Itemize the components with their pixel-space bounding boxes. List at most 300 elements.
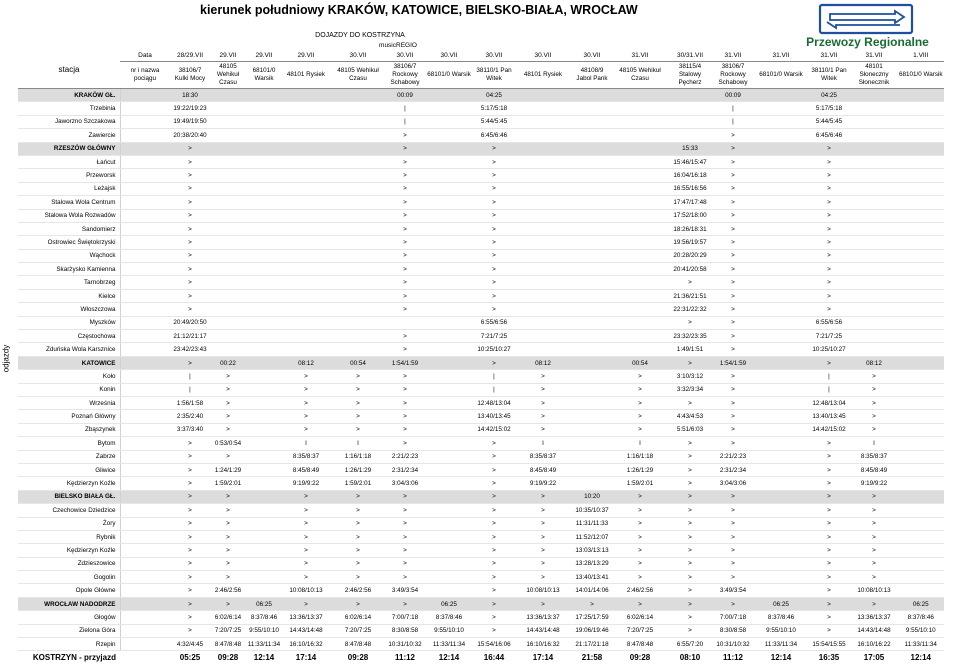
time-cell: 1:59/2:01 (612, 477, 668, 490)
time-cell (424, 517, 474, 530)
time-cell: > (808, 196, 850, 209)
time-cell: > (668, 571, 712, 584)
time-cell: I (612, 437, 668, 450)
time-cell: > (330, 383, 386, 396)
time-cell (898, 437, 944, 450)
train-label: nr i nazwa pociągu (120, 62, 170, 89)
time-cell (246, 196, 282, 209)
time-cell (572, 169, 612, 182)
data-gap (120, 89, 170, 102)
header-spacer (612, 41, 668, 50)
time-cell: 8:35/8:37 (850, 450, 898, 463)
time-cell: 13:36/13:37 (282, 611, 330, 624)
time-cell: > (612, 571, 668, 584)
time-cell: > (514, 557, 572, 570)
time-cell (754, 169, 808, 182)
time-cell: > (282, 504, 330, 517)
time-cell: > (474, 356, 514, 369)
time-cell (754, 437, 808, 450)
time-cell: 8:35/8:37 (514, 450, 572, 463)
time-cell: 6:55/6:56 (808, 316, 850, 329)
time-cell (898, 289, 944, 302)
data-gap (120, 611, 170, 624)
time-cell: 00:54 (612, 356, 668, 369)
time-cell: > (170, 544, 210, 557)
time-cell: 0:53/0:54 (210, 437, 246, 450)
time-cell (246, 530, 282, 543)
time-cell (424, 383, 474, 396)
time-cell: > (170, 289, 210, 302)
time-cell: > (668, 450, 712, 463)
time-cell: > (612, 504, 668, 517)
time-cell (246, 557, 282, 570)
time-cell (754, 370, 808, 383)
station-name: Tarnobrzeg (18, 276, 120, 289)
time-cell: > (668, 517, 712, 530)
time-cell: 6:02/6:14 (612, 611, 668, 624)
time-cell: > (330, 597, 386, 610)
arrival-time: 12:14 (754, 651, 808, 664)
time-cell: > (850, 517, 898, 530)
header-spacer (170, 30, 210, 41)
time-cell: 10:31/10:32 (712, 638, 754, 651)
time-cell (898, 490, 944, 503)
time-cell: > (386, 129, 424, 142)
time-cell (898, 142, 944, 155)
time-cell (754, 356, 808, 369)
time-cell (246, 437, 282, 450)
time-cell (514, 303, 572, 316)
arrival-row (18, 651, 944, 664)
station-name: Bytom (18, 437, 120, 450)
time-cell: > (712, 303, 754, 316)
time-cell (668, 102, 712, 115)
time-cell (898, 303, 944, 316)
time-cell: > (514, 597, 572, 610)
time-cell (754, 129, 808, 142)
time-cell: 20:38/20:40 (170, 129, 210, 142)
header-spacer (754, 30, 808, 41)
time-cell (754, 544, 808, 557)
time-cell (572, 370, 612, 383)
time-cell: > (210, 571, 246, 584)
time-cell: > (210, 530, 246, 543)
time-cell (424, 316, 474, 329)
time-cell (330, 196, 386, 209)
data-gap (120, 651, 170, 664)
time-cell: > (386, 343, 424, 356)
time-cell: > (386, 423, 424, 436)
time-cell: 20:28/20:29 (668, 249, 712, 262)
time-cell: 8:47/8:48 (330, 638, 386, 651)
station-name: Zawiercie (18, 129, 120, 142)
time-cell: > (712, 289, 754, 302)
time-cell: > (668, 504, 712, 517)
date-cell: 31.VII (754, 50, 808, 62)
time-cell: 14:43/14:48 (514, 624, 572, 637)
time-cell: > (668, 611, 712, 624)
time-cell: > (712, 209, 754, 222)
time-cell: > (514, 544, 572, 557)
time-cell: 5:44/5:45 (808, 115, 850, 128)
time-cell: 18:30 (170, 89, 210, 102)
time-cell (424, 115, 474, 128)
time-cell: 19:56/19:57 (668, 236, 712, 249)
station-name: Leżajsk (18, 182, 120, 195)
table-row (18, 530, 944, 543)
time-cell: > (282, 530, 330, 543)
station-name: Stalowa Wola Centrum (18, 196, 120, 209)
time-cell (246, 410, 282, 423)
time-cell (330, 263, 386, 276)
table-row (18, 571, 944, 584)
time-cell: > (850, 396, 898, 409)
time-cell (572, 477, 612, 490)
time-cell (572, 196, 612, 209)
time-cell (210, 263, 246, 276)
time-cell (246, 169, 282, 182)
time-cell (282, 303, 330, 316)
time-cell: 10:25/10:27 (808, 343, 850, 356)
time-cell: > (808, 477, 850, 490)
data-gap (120, 463, 170, 476)
data-gap (120, 410, 170, 423)
header-spacer (18, 41, 120, 50)
time-cell (612, 330, 668, 343)
table-row (18, 182, 944, 195)
time-cell: > (808, 169, 850, 182)
time-cell: 13:40/13:41 (572, 571, 612, 584)
time-cell: > (808, 142, 850, 155)
time-cell (754, 557, 808, 570)
time-cell (572, 383, 612, 396)
time-cell (754, 410, 808, 423)
time-cell: 10:35/10:37 (572, 504, 612, 517)
time-cell (898, 584, 944, 597)
time-cell: 6:55/7:20 (668, 638, 712, 651)
time-cell: > (474, 209, 514, 222)
station-name: Zabrze (18, 450, 120, 463)
time-cell (754, 276, 808, 289)
time-cell (210, 303, 246, 316)
arrival-time: 16:44 (474, 651, 514, 664)
time-cell: > (210, 490, 246, 503)
header-spacer (18, 30, 120, 41)
time-cell: 12:48/13:04 (808, 396, 850, 409)
time-cell (282, 196, 330, 209)
time-cell: > (330, 544, 386, 557)
time-cell: 11:33/11:34 (424, 638, 474, 651)
time-cell: > (282, 517, 330, 530)
time-cell (514, 343, 572, 356)
time-cell: | (170, 370, 210, 383)
time-cell (282, 89, 330, 102)
time-cell: > (514, 423, 572, 436)
time-cell: > (808, 624, 850, 637)
time-cell (386, 316, 424, 329)
time-cell: 1:54/1:59 (712, 356, 754, 369)
time-cell: 13:40/13:45 (808, 410, 850, 423)
time-cell (514, 249, 572, 262)
time-cell (330, 89, 386, 102)
table-row (18, 557, 944, 570)
time-cell: > (712, 396, 754, 409)
time-cell: 15:46/15:47 (668, 155, 712, 168)
station-name: Stalowa Wola Rozwadów (18, 209, 120, 222)
train-name: 38110/1 Pan Witek (808, 62, 850, 89)
time-cell (898, 530, 944, 543)
data-gap (120, 356, 170, 369)
time-cell (612, 169, 668, 182)
table-row (18, 477, 944, 490)
time-cell (898, 115, 944, 128)
time-cell (898, 330, 944, 343)
time-cell: > (170, 222, 210, 235)
time-cell (572, 396, 612, 409)
time-cell: > (386, 530, 424, 543)
data-gap (120, 182, 170, 195)
time-cell (754, 571, 808, 584)
station-name: Czechowice Dziedzice (18, 504, 120, 517)
header-spacer (210, 41, 246, 50)
data-gap (120, 303, 170, 316)
time-cell (514, 115, 572, 128)
time-cell (850, 330, 898, 343)
time-cell (246, 450, 282, 463)
time-cell: 14:43/14:48 (282, 624, 330, 637)
time-cell (330, 155, 386, 168)
data-gap (120, 129, 170, 142)
time-cell (850, 303, 898, 316)
time-cell (330, 209, 386, 222)
time-cell: > (330, 517, 386, 530)
time-cell (514, 196, 572, 209)
time-cell: 8:47/8:48 (210, 638, 246, 651)
table-row (18, 343, 944, 356)
train-name: 48105 Wehikuł Czasu (210, 62, 246, 89)
time-cell (330, 222, 386, 235)
time-cell: > (210, 370, 246, 383)
time-cell (754, 289, 808, 302)
header-group-row (18, 30, 944, 41)
time-cell (246, 571, 282, 584)
date-cell: 29.VII (210, 50, 246, 62)
time-cell: > (850, 490, 898, 503)
time-cell: > (712, 276, 754, 289)
header-spacer (808, 41, 850, 50)
time-cell (898, 504, 944, 517)
time-cell: > (170, 209, 210, 222)
time-cell: 1:16/1:18 (612, 450, 668, 463)
data-gap (120, 316, 170, 329)
time-cell (210, 343, 246, 356)
time-cell (754, 450, 808, 463)
time-cell (424, 463, 474, 476)
time-cell: 3:37/3:40 (170, 423, 210, 436)
time-cell (282, 276, 330, 289)
time-cell: > (668, 396, 712, 409)
time-cell: > (282, 423, 330, 436)
station-name: Gogolin (18, 571, 120, 584)
time-cell (612, 249, 668, 262)
train-name: 48105 Wehikuł Czasu (612, 62, 668, 89)
station-name: Częstochowa (18, 330, 120, 343)
time-cell: > (386, 263, 424, 276)
time-cell: > (170, 356, 210, 369)
train-name: 38106/7 Rockowy Schabowy (712, 62, 754, 89)
date-cell: 29.VII (282, 50, 330, 62)
time-cell: 1:56/1:58 (170, 396, 210, 409)
data-gap (120, 571, 170, 584)
time-cell (424, 423, 474, 436)
station-name: Żory (18, 517, 120, 530)
station-name: Zduńska Wola Karsznice (18, 343, 120, 356)
table-row (18, 463, 944, 476)
time-cell (210, 115, 246, 128)
time-cell: > (386, 330, 424, 343)
time-cell: 8:45/8:49 (514, 463, 572, 476)
time-cell (282, 209, 330, 222)
time-cell: > (386, 517, 424, 530)
time-cell (754, 396, 808, 409)
time-cell: 14:43/14:48 (850, 624, 898, 637)
time-cell: 10:25/10:27 (474, 343, 514, 356)
date-cell: 28/29.VII (170, 50, 210, 62)
arrival-time: 08:10 (668, 651, 712, 664)
time-cell: > (808, 557, 850, 570)
time-cell: 8:30/8:58 (386, 624, 424, 637)
time-cell: 8:45/8:49 (282, 463, 330, 476)
table-row (18, 517, 944, 530)
time-cell: > (210, 504, 246, 517)
date-cell: 1.VIII (898, 50, 944, 62)
time-cell: > (474, 303, 514, 316)
time-cell (898, 463, 944, 476)
time-cell (572, 437, 612, 450)
time-cell: 1:54/1:59 (386, 356, 424, 369)
time-cell (898, 383, 944, 396)
time-cell: > (210, 517, 246, 530)
time-cell (514, 263, 572, 276)
time-cell: > (386, 209, 424, 222)
time-cell (850, 196, 898, 209)
time-cell: > (712, 155, 754, 168)
time-cell: 1:49/1:51 (668, 343, 712, 356)
time-cell (282, 289, 330, 302)
time-cell (246, 370, 282, 383)
table-row (18, 196, 944, 209)
time-cell: 10:31/10:32 (386, 638, 424, 651)
time-cell (898, 477, 944, 490)
time-cell (514, 276, 572, 289)
time-cell: > (712, 517, 754, 530)
time-cell: 04:25 (474, 89, 514, 102)
time-cell: > (474, 450, 514, 463)
time-cell: 9:19/9:22 (514, 477, 572, 490)
time-cell (898, 370, 944, 383)
time-cell: > (210, 557, 246, 570)
time-cell: 3:49/3:54 (386, 584, 424, 597)
time-cell (572, 303, 612, 316)
time-cell (282, 249, 330, 262)
time-cell (246, 517, 282, 530)
time-cell: > (712, 129, 754, 142)
time-cell: 1:24/1:29 (210, 463, 246, 476)
time-cell (330, 102, 386, 115)
time-cell (612, 316, 668, 329)
time-cell (246, 276, 282, 289)
time-cell: 7:21/7:25 (808, 330, 850, 343)
time-cell (330, 182, 386, 195)
time-cell: 10:20 (572, 490, 612, 503)
time-cell (850, 222, 898, 235)
time-cell (850, 236, 898, 249)
time-cell: 1:59/2:01 (330, 477, 386, 490)
time-cell: > (386, 383, 424, 396)
time-cell: | (712, 115, 754, 128)
time-cell (898, 450, 944, 463)
table-row (18, 263, 944, 276)
data-gap (120, 490, 170, 503)
time-cell: > (712, 370, 754, 383)
station-name: Zielona Góra (18, 624, 120, 637)
time-cell (754, 209, 808, 222)
time-cell: > (386, 437, 424, 450)
time-cell (898, 544, 944, 557)
time-cell: 2:35/2:40 (170, 410, 210, 423)
date-row (18, 50, 944, 62)
time-cell: > (386, 490, 424, 503)
time-cell (668, 129, 712, 142)
time-cell (246, 89, 282, 102)
table-row (18, 544, 944, 557)
time-cell (754, 196, 808, 209)
time-cell: 21:36/21:51 (668, 289, 712, 302)
time-cell (424, 155, 474, 168)
time-cell (246, 303, 282, 316)
time-cell: 5:17/5:18 (808, 102, 850, 115)
time-cell (210, 196, 246, 209)
time-cell: | (170, 383, 210, 396)
time-cell: 8:35/8:37 (282, 450, 330, 463)
data-gap (120, 276, 170, 289)
time-cell (668, 89, 712, 102)
station-name: Głogów (18, 611, 120, 624)
time-cell (424, 276, 474, 289)
time-cell (754, 584, 808, 597)
time-cell (850, 182, 898, 195)
header-spacer (246, 41, 282, 50)
time-cell: | (808, 383, 850, 396)
time-cell (424, 504, 474, 517)
table-row (18, 611, 944, 624)
time-cell (572, 356, 612, 369)
time-cell: > (808, 222, 850, 235)
time-cell: 11:33/11:34 (246, 638, 282, 651)
time-cell: > (170, 169, 210, 182)
time-cell (246, 504, 282, 517)
station-name: BIELSKO BIAŁA GŁ. (18, 490, 120, 503)
time-cell (612, 343, 668, 356)
time-cell: 23:42/23:43 (170, 343, 210, 356)
time-cell (612, 303, 668, 316)
time-cell: 21:12/21:17 (170, 330, 210, 343)
time-cell: > (386, 222, 424, 235)
time-cell (210, 169, 246, 182)
data-gap (120, 597, 170, 610)
time-cell: 10:08/10:13 (282, 584, 330, 597)
time-cell: > (210, 544, 246, 557)
